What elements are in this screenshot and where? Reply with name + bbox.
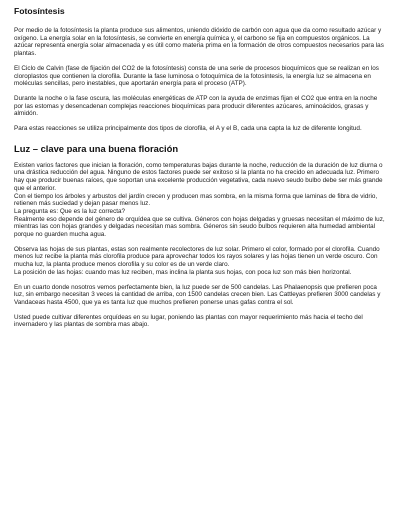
paragraph-luz-1: Existen varios factores que inician la floración, como temperaturas bajas durante la noche, reducción de la duración de luz diurna o una drástica reducción del agua. Ninguno de estos factores puede ser exitoso si la planta no ha crecido en adecuada luz. Primero hay que producir buenas raíces, que soportan una excelente producción vegetativa, cada nuevo seudo bulbo debe ser más grande que el anterior. bbox=[14, 161, 383, 192]
section-title-luz: Luz – clave para una buena floración bbox=[14, 142, 179, 154]
section-title-fotosintesis: Fotosíntesis bbox=[14, 6, 65, 16]
paragraph-fotosintesis-2: El Ciclo de Calvin (fase de fijación del CO2 de la fotosíntesis) consta de una serie de procesos bioquímicos que se realizan en los cloroplastos que contienen la clorofila. Durante la fase luminosa o fotoquímica de la fotosíntesis, la energía luz se almacena en moléculas sencillas, pero inestables, que aportarán energía para el proceso (ATP). bbox=[14, 64, 379, 88]
paragraph-luz-question: La pregunta es: Que es la luz correcta? bbox=[14, 207, 126, 215]
paragraph-luz-2: Con el tiempo los árboles y arbustos del jardín crecen y producen mas sombra, en la misma forma que laminas de fibra de vidrio, retienen más suciedad y dejan pasar menos luz. bbox=[14, 192, 378, 208]
paragraph-luz-7: Usted puede cultivar diferentes orquídeas en su lugar, poniendo las plantas con mayor requerimiento más hacia el techo del invernadero y las plantas de sombra mas abajo. bbox=[14, 313, 363, 329]
paragraph-fotosintesis-3: Durante la noche o la fase oscura, las moléculas energéticas de ATP con la ayuda de enzimas fijan el CO2 que entra en la noche por las estomas y desencadenan complejas reacciones bioquímicas para producir diferentes azúcares, aminoácidos, grasas y almidón. bbox=[14, 94, 378, 118]
paragraph-fotosintesis-1: Por medio de la fotosíntesis la planta produce sus alimentos, uniendo dióxido de carbón con agua que da como resultado azúcar y oxígeno. La energía solar en la fotosíntesis, se convierte en energía química y, el carbono se fija en compuestos orgánicos. La azúcar representa energía solar almacenada y es útil como materia prima en la formación de otros compuestos necesarios para las plantas. bbox=[14, 27, 384, 58]
paragraph-luz-3: Realmente eso depende del género de orquídea que se cultiva. Géneros con hojas delgadas y gruesas necesitan el máximo de luz, mientras las con hojas grandes y delgadas necesitan mas sombra. Géneros sin seudo bulbos requieren alta humedad ambiental porque no guarden mucha agua. bbox=[14, 215, 385, 239]
paragraph-luz-4: Observa las hojas de sus plantas, estas son realmente recolectores de luz solar. Primero el color, formado por el clorofila. Cuando menos luz recibe la planta más clorofila produce para aprovechar todos los rayos solares y las hojas tienen un verde oscuro. Con mucha luz, la planta produce menos clorofila y su color es de un verde claro. bbox=[14, 245, 380, 269]
paragraph-fotosintesis-4: Para estas reacciones se utiliza principalmente dos tipos de clorofila, el A y el B, cada una capta la luz de diferente longitud. bbox=[14, 125, 362, 133]
paragraph-luz-6: En un cuarto donde nosotros vemos perfectamente bien, la luz puede ser de 500 candelas. Las Phalaenopsis que prefieren poca luz, sin embargo necesitan 3 veces la cantidad de arriba, con 1500 candelas crecen bien. Las Cattleyas prefieren 3000 candelas y Vandaceas hasta 4500, que ya es tanta luz que muchos prefieren ponerse unas gafas contra el sol. bbox=[14, 283, 381, 306]
paragraph-luz-5: La posición de las hojas: cuando mas luz reciben, mas inclina la planta sus hojas, con poca luz son más bien horizontal. bbox=[14, 268, 352, 276]
